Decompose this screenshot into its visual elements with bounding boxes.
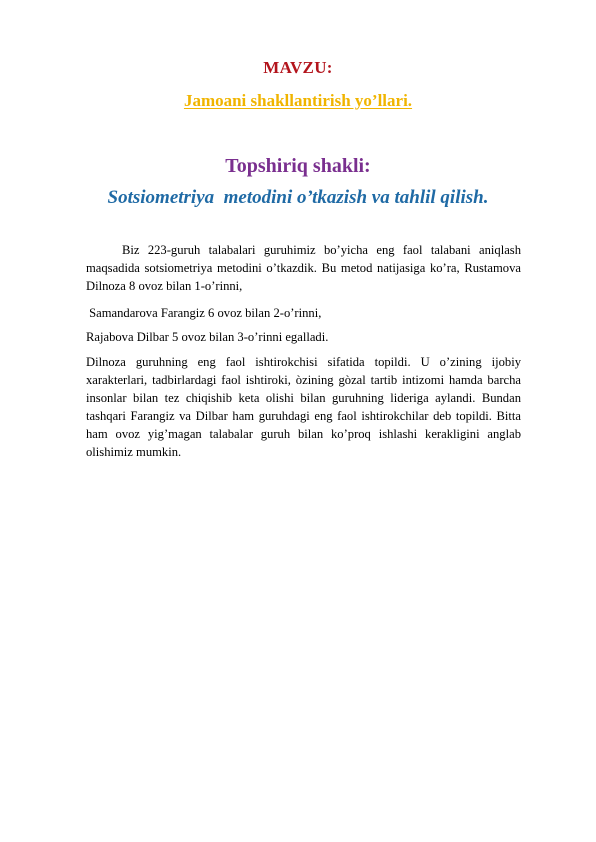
- task-label: Topshiriq shakli:: [225, 155, 371, 177]
- paragraph-intro: Biz 223-guruh talabalari guruhimiz bo’yicha eng faol talabani aniqlash maqsadida sotsiometriya metodini o’tkazdik. Bu metod natijasiga ko’ra, Rustamova Dilnoza 8 ovoz bilan 1-o’rinni,: [86, 243, 521, 293]
- paragraph-conclusion: Dilnoza guruhning eng faol ishtirokchisi sifatida topildi. U o’zining ijobiy xarakterlari, tadbirlardagi faol ishtiroki, òzining gòzal tartib intizomi hamda barcha insonlar bilan tez chiqishib keta olishi bilan guruhning lideriga aylandi. Bundan tashqari Farangiz va Dilbar ham guruhdagi eng faol ishtirokchilar deb topildi. Bitta ham ovoz yig’magan talabalar guruh bilan ko’proq ishlashi kerakligini anglab olishimiz mumkin.: [86, 355, 521, 459]
- topic-title: Jamoani shakllantirish yo’llari.: [183, 91, 413, 110]
- task-title: Sotsiometriya metodini o’tkazish va tahlil qilish.: [107, 187, 489, 208]
- paragraph-second-place: Samandarova Farangiz 6 ovoz bilan 2-o’rinni,: [86, 306, 322, 320]
- paragraph-third-place: Rajabova Dilbar 5 ovoz bilan 3-o’rinni egalladi.: [86, 330, 329, 344]
- topic-label: MAVZU:: [263, 58, 333, 77]
